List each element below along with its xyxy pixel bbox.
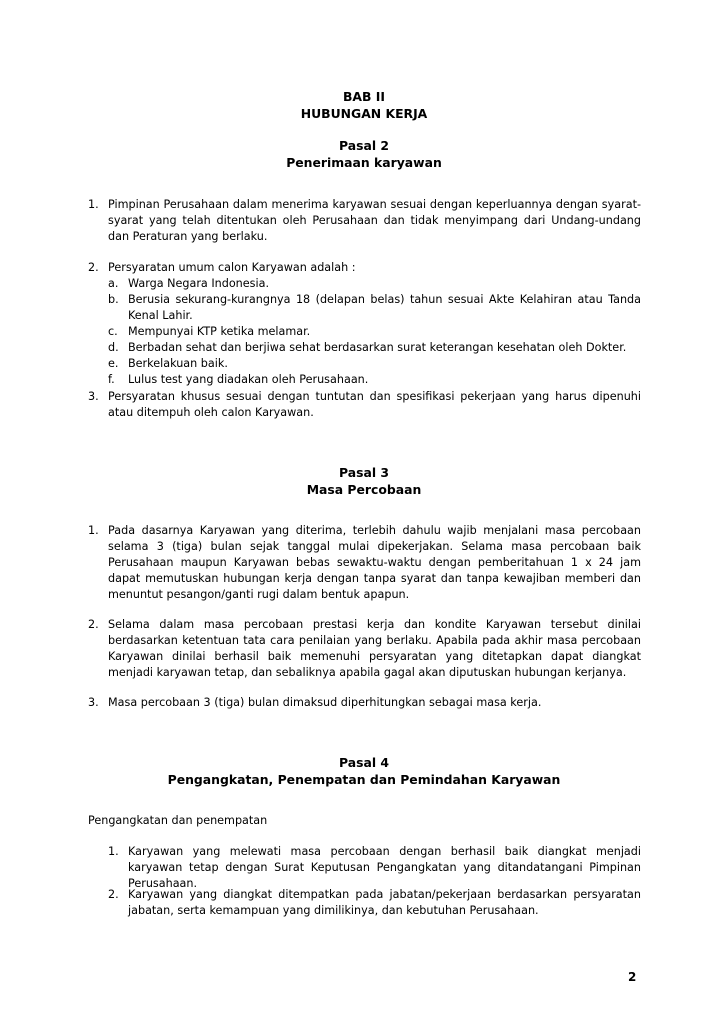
subitem-letter: d. — [108, 341, 119, 354]
item-text: Masa percobaan 3 (tiga) bulan dimaksud diperhitungkan sebagai masa kerja. — [108, 696, 542, 709]
subitem-text: Mempunyai KTP ketika melamar. — [128, 325, 311, 338]
item-text: Persyaratan umum calon Karyawan adalah : — [108, 261, 356, 274]
item-number: 3. — [88, 696, 99, 709]
subitem-letter: c. — [108, 325, 118, 338]
page-number: 2 — [628, 970, 637, 984]
item-number: 2. — [88, 261, 99, 274]
chapter-heading — [0, 88, 728, 122]
pasal-2-item-1 — [88, 197, 641, 245]
item-text: Selama dalam masa percobaan prestasi kerja dan kondite Karyawan tersebut dinilai berdasarkan ketentuan tata cara penilaian yang berlaku. Apabila pada akhir masa percobaan Karyawan dinilai berhasil baik memenuhi persyaratan yang ditetapkan dapat diangkat menjadi karyawan tetap, dan sebaliknya apabila gagal akan diputuskan hubungan kerjanya. — [108, 618, 641, 679]
pasal-4-subtitle: Pengangkatan, Penempatan dan Pemindahan Karyawan — [167, 772, 561, 787]
item-number: 1. — [88, 524, 99, 537]
pasal-4-item-2 — [108, 887, 641, 919]
pasal-4-heading — [0, 754, 728, 788]
item-number: 2. — [88, 618, 99, 631]
subitem-c — [108, 324, 641, 340]
subitem-letter: b. — [108, 293, 119, 306]
pasal-3-heading — [0, 464, 728, 498]
pasal-2-title: Pasal 2 — [338, 138, 390, 153]
item-text: Pada dasarnya Karyawan yang diterima, terlebih dahulu wajib menjalani masa percobaan selama 3 (tiga) bulan sejak tanggal mulai dipekerjakan. Selama masa percobaan baik Perusahaan maupun Karyawan bebas sewaktu-waktu dengan pemberitahuan 1 x 24 jam dapat memutuskan hubungan kerja dengan tanpa syarat dan tanpa kewajiban memberi dan menuntut pesangon/ganti rugi dalam bentuk apapun. — [108, 524, 641, 601]
subitem-b — [108, 292, 641, 324]
item-number: 1. — [108, 845, 119, 858]
pasal-3-item-1 — [88, 523, 641, 603]
subitem-a — [108, 276, 641, 292]
subitem-f — [108, 372, 641, 388]
pasal-3-title: Pasal 3 — [338, 465, 390, 480]
item-number: 2. — [108, 888, 119, 901]
chapter-title: BAB II — [342, 89, 385, 104]
subitem-text: Warga Negara Indonesia. — [128, 277, 269, 290]
pasal-4-title: Pasal 4 — [338, 755, 390, 770]
chapter-subtitle: HUBUNGAN KERJA — [300, 106, 428, 121]
section-label: Pengangkatan dan penempatan — [88, 814, 268, 827]
subitem-letter: f. — [108, 373, 115, 386]
item-text: Karyawan yang melewati masa percobaan dengan berhasil baik diangkat menjadi karyawan tetap dengan Surat Keputusan Pengangkatan yang ditandatangani Pimpinan Perusahaan. — [128, 845, 641, 890]
item-text: Pimpinan Perusahaan dalam menerima karyawan sesuai dengan keperluannya dengan syarat-syarat yang telah ditentukan oleh Perusahaan dan tidak menyimpang dari Undang-undang dan Peraturan yang berlaku. — [108, 198, 641, 243]
item-text: Karyawan yang diangkat ditempatkan pada jabatan/pekerjaan berdasarkan persyaratan jabatan, serta kemampuan yang dimilikinya, dan kebutuhan Perusahaan. — [128, 888, 641, 917]
pasal-2-item-2 — [88, 260, 641, 388]
item-text: Persyaratan khusus sesuai dengan tuntutan dan spesifikasi pekerjaan yang harus dipenuhi atau ditempuh oleh calon Karyawan. — [108, 390, 641, 419]
pasal-3-item-2 — [88, 617, 641, 681]
subitem-text: Berkelakuan baik. — [128, 357, 228, 370]
pasal-3-item-3 — [88, 695, 641, 711]
subitem-text: Lulus test yang diadakan oleh Perusahaan. — [128, 373, 369, 386]
subitem-letter: a. — [108, 277, 119, 290]
subitem-e — [108, 356, 641, 372]
subitem-letter: e. — [108, 357, 119, 370]
subitem-d — [108, 340, 641, 356]
subitem-text: Berbadan sehat dan berjiwa sehat berdasarkan surat keterangan kesehatan oleh Dokter. — [128, 341, 627, 354]
pasal-2-subtitle: Penerimaan karyawan — [286, 155, 442, 170]
pasal-3-subtitle: Masa Percobaan — [306, 482, 422, 497]
item-number: 3. — [88, 390, 99, 403]
pasal-4-item-1 — [108, 844, 641, 892]
subitem-text: Berusia sekurang-kurangnya 18 (delapan belas) tahun sesuai Akte Kelahiran atau Tanda Kenal Lahir. — [128, 293, 641, 322]
item-number: 1. — [88, 198, 99, 211]
pasal-2-item-3 — [88, 389, 641, 421]
pasal-2-heading — [0, 137, 728, 171]
